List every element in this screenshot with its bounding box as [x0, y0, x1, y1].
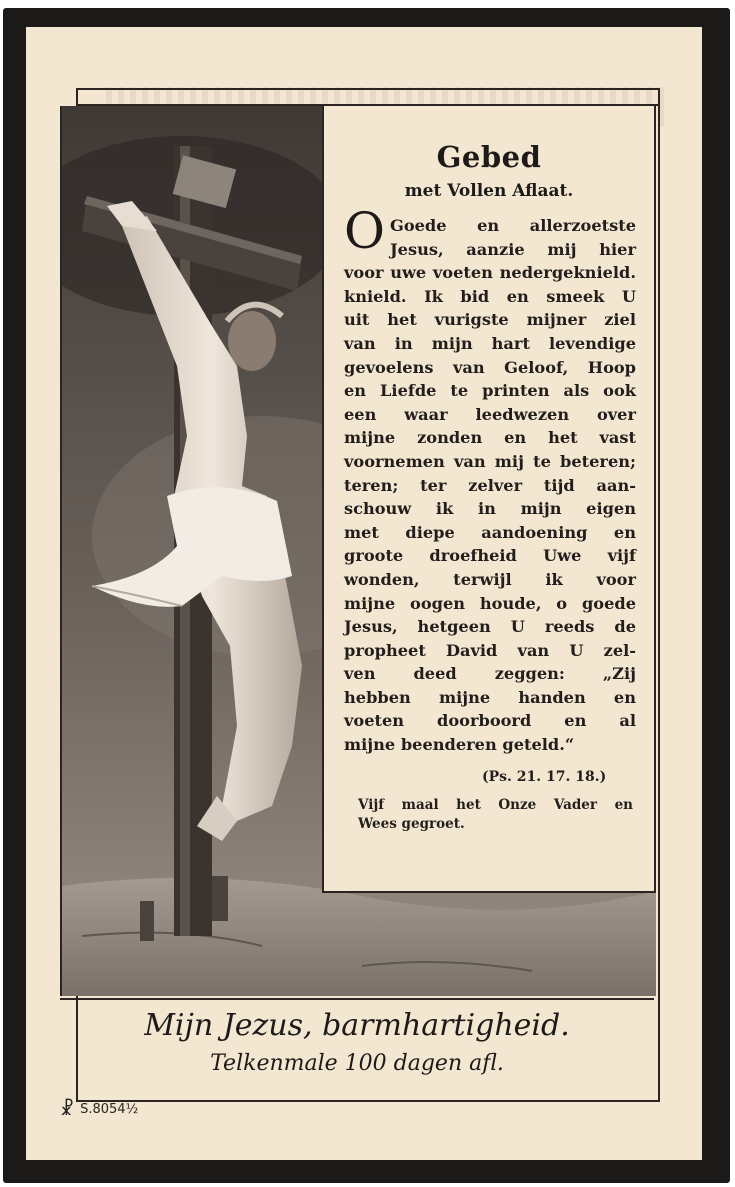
caption-invocation: Mijn Jezus, barmhartigheid.	[144, 1008, 570, 1043]
prayer-line: en Liefde te printen als ook	[344, 381, 636, 401]
prayer-line: wonden, terwijl ik voor	[344, 569, 636, 589]
publisher-mark-icon: ☧	[60, 1099, 75, 1120]
caption-indulgence: Telkenmale 100 dagen afl.	[210, 1051, 504, 1076]
prayer-line: schouw ik in mijn eigen	[344, 499, 636, 519]
prayer-line: ven deed zeggen: „Zij	[344, 664, 636, 684]
catalog-code: S.8054½	[80, 1102, 139, 1117]
prayer-subtitle: met Vollen Aflaat.	[404, 181, 574, 201]
prayer-line: van in mijn hart levendige	[344, 333, 636, 353]
prayer-line: knield. Ik bid en smeek U	[344, 286, 636, 306]
prayer-line: mijne oogen houde, o goede	[344, 593, 636, 613]
note-line: Vijf maal het Onze Vader en	[358, 797, 633, 813]
prayer-line: propheet David van U zel-	[344, 640, 636, 660]
prayer-text	[344, 214, 636, 757]
prayer-line: teren; ter zelver tijd aan-	[344, 475, 636, 495]
prayer-title: Gebed	[436, 140, 542, 174]
prayer-line: hebben mijne handen en	[344, 687, 636, 707]
prayer-line: uit het vurigste mijner ziel	[344, 310, 636, 330]
prayer-line: Jesus, aanzie mij hier	[390, 239, 636, 259]
note-line: Wees gegroet.	[358, 816, 465, 832]
catalog-number	[60, 1099, 138, 1120]
prayer-line: Jesus, hetgeen U reeds de	[344, 617, 636, 637]
prayer-line: voor uwe voeten nedergeknield.	[344, 263, 636, 283]
prayer-line: gevoelens van Geloof, Hoop	[344, 357, 636, 377]
prayer-line: voeten doorboord en al	[344, 711, 636, 731]
prayer-dropcap: O	[344, 202, 385, 260]
prayer-line: mijne beenderen geteld.“	[344, 735, 575, 755]
prayer-line: mijne zonden en het vast	[344, 428, 636, 448]
psalm-reference: (Ps. 21. 17. 18.)	[482, 769, 607, 785]
prayer-line: groote droefheid Uwe vijf	[344, 546, 636, 566]
indulgence-note	[358, 796, 633, 834]
prayer-line: een waar leedwezen over	[344, 404, 636, 424]
prayer-line: voornemen van mij te beteren;	[344, 451, 636, 471]
prayer-line: Goede en allerzoetste	[390, 216, 636, 235]
prayer-line: met diepe aandoening en	[344, 522, 636, 542]
